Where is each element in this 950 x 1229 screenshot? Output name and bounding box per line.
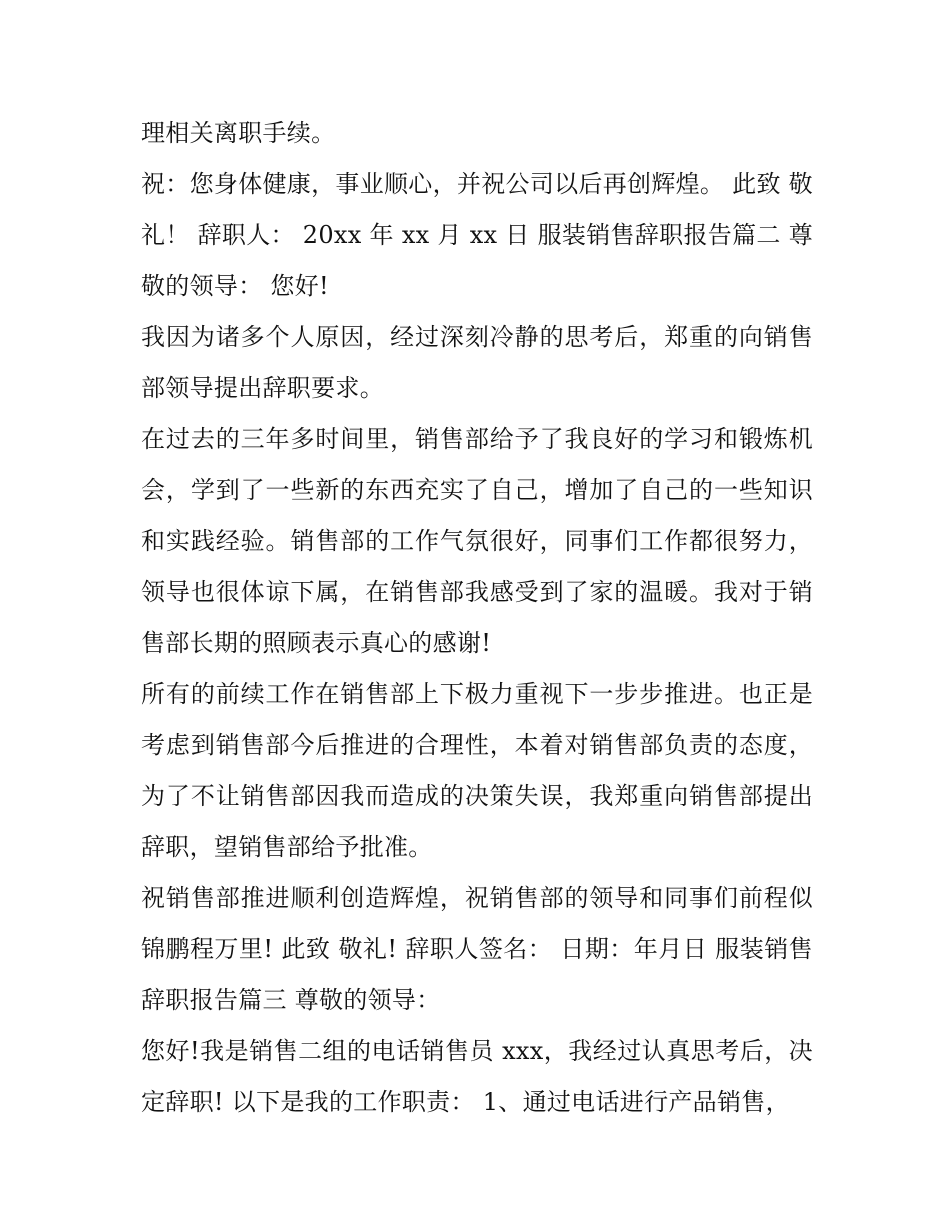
paragraph: 您好!我是销售二组的电话销售员 xxx，我经过认真思考后，决定辞职! 以下是我的工作职责： 1、通过电话进行产品销售，	[141, 1037, 813, 1116]
paragraph: 在过去的三年多时间里，销售部给予了我良好的学习和锻炼机会，学到了一些新的东西充实了自己，增加了自己的一些知识和实践经验。销售部的工作气氛很好，同事们工作都很努力，领导也很体谅下属，在销售部我感受到了家的温暖。我对于销售部长期的照顾表示真心的感谢!	[141, 425, 813, 657]
paragraph: 我因为诸多个人原因，经过深刻冷静的思考后，郑重的向销售部领导提出辞职要求。	[141, 323, 813, 402]
document-body	[141, 108, 813, 1128]
paragraph: 所有的前续工作在销售部上下极力重视下一步步推进。也正是考虑到销售部今后推进的合理性，本着对销售部负责的态度，为了不让销售部因我而造成的决策失误，我郑重向销售部提出辞职，望销售部给予批准。	[141, 680, 813, 861]
paragraph: 理相关离职手续。	[141, 119, 336, 147]
paragraph: 祝：您身体健康，事业顺心，并祝公司以后再创辉煌。 此致 敬礼！ 辞职人： 20xx 年 xx 月 xx 日 服装销售辞职报告篇二 尊敬的领导： 您好!	[141, 170, 813, 300]
paragraph: 祝销售部推进顺利创造辉煌，祝销售部的领导和同事们前程似锦鹏程万里! 此致 敬礼! 辞职人签名： 日期：年月日 服装销售辞职报告篇三 尊敬的领导：	[141, 884, 813, 1014]
